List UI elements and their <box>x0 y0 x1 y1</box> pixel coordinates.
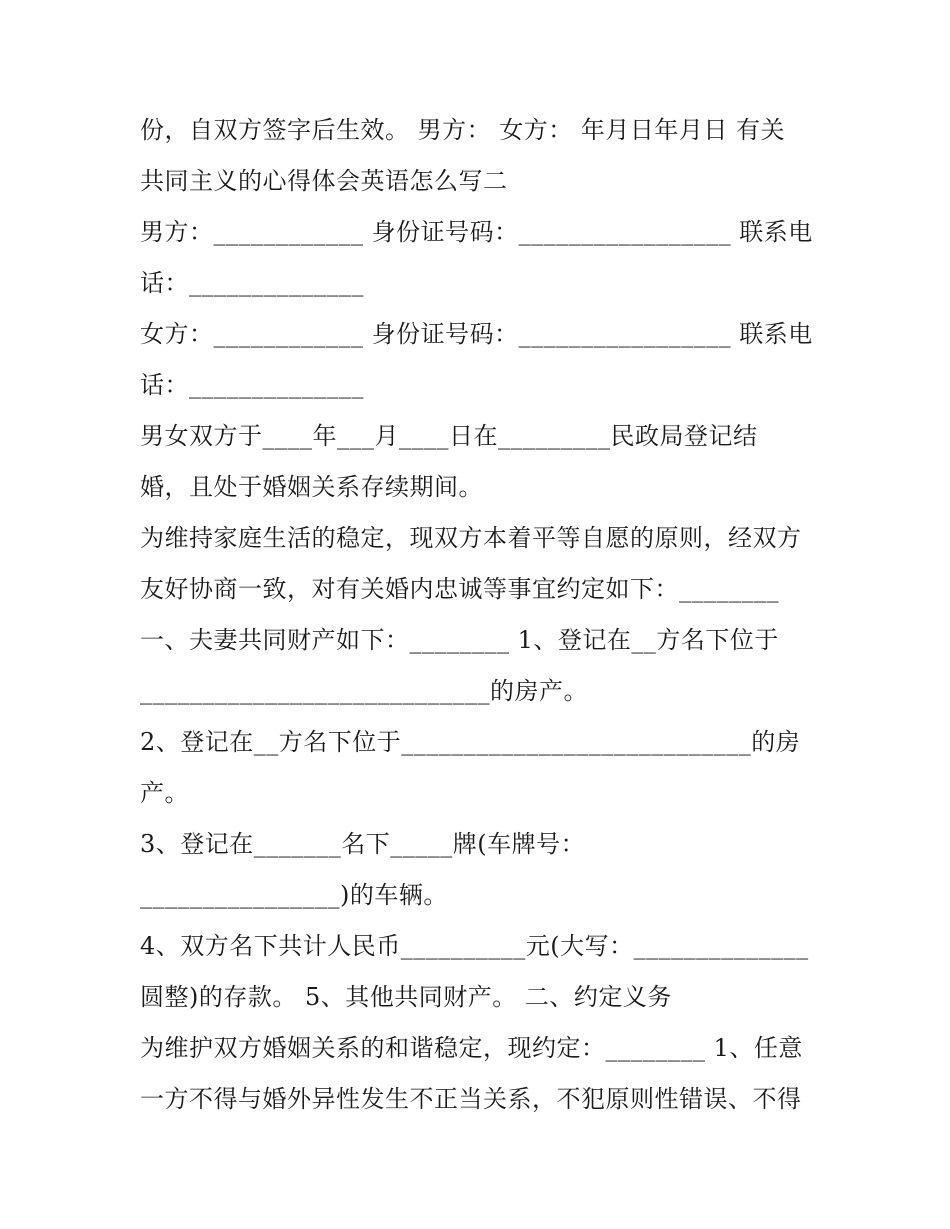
text-line: 产。 <box>140 779 189 807</box>
wife-info-line: 女方：____________ 身份证号码：_________________ 联系电 <box>140 320 813 348</box>
text-line: 为维持家庭生活的稳定，现双方本着平等自愿的原则，经双方 <box>140 524 802 552</box>
text-line: 2、登记在__方名下位于____________________________的房 <box>140 728 801 756</box>
text-line: 友好协商一致，对有关婚内忠诚等事宜约定如下：________ <box>140 575 779 603</box>
text-line: ________________)的车辆。 <box>140 881 448 909</box>
marriage-registration-line: 男女双方于____年___月____日在_________民政局登记结 <box>140 422 758 450</box>
text-line: 圆整)的存款。 5、其他共同财产。 二、约定义务 <box>140 983 672 1011</box>
text-line: 一方不得与婚外异性发生不正当关系，不犯原则性错误、不得 <box>140 1085 802 1113</box>
husband-info-line: 男方：____________ 身份证号码：_________________ 联系电 <box>140 218 813 246</box>
husband-phone-line: 话：______________ <box>140 269 364 297</box>
text-line: 份，自双方签字后生效。 男方： 女方： 年月日年月日 有关 <box>140 116 786 144</box>
text-line: ____________________________的房产。 <box>140 677 588 705</box>
obligations-line: 为维护双方婚姻关系的和谐稳定，现约定：________ 1、任意 <box>140 1034 803 1062</box>
text-line: 婚，且处于婚姻关系存续期间。 <box>140 473 483 501</box>
wife-phone-line: 话：______________ <box>140 371 364 399</box>
document-body <box>140 105 820 1125</box>
common-property-heading: 一、夫妻共同财产如下：________ 1、登记在__方名下位于 <box>140 626 779 654</box>
deposit-line: 4、双方名下共计人民币__________元(大写：______________ <box>140 932 809 960</box>
vehicle-line: 3、登记在_______名下_____牌(车牌号： <box>140 830 586 858</box>
section-title: 共同主义的心得体会英语怎么写二 <box>140 167 508 195</box>
